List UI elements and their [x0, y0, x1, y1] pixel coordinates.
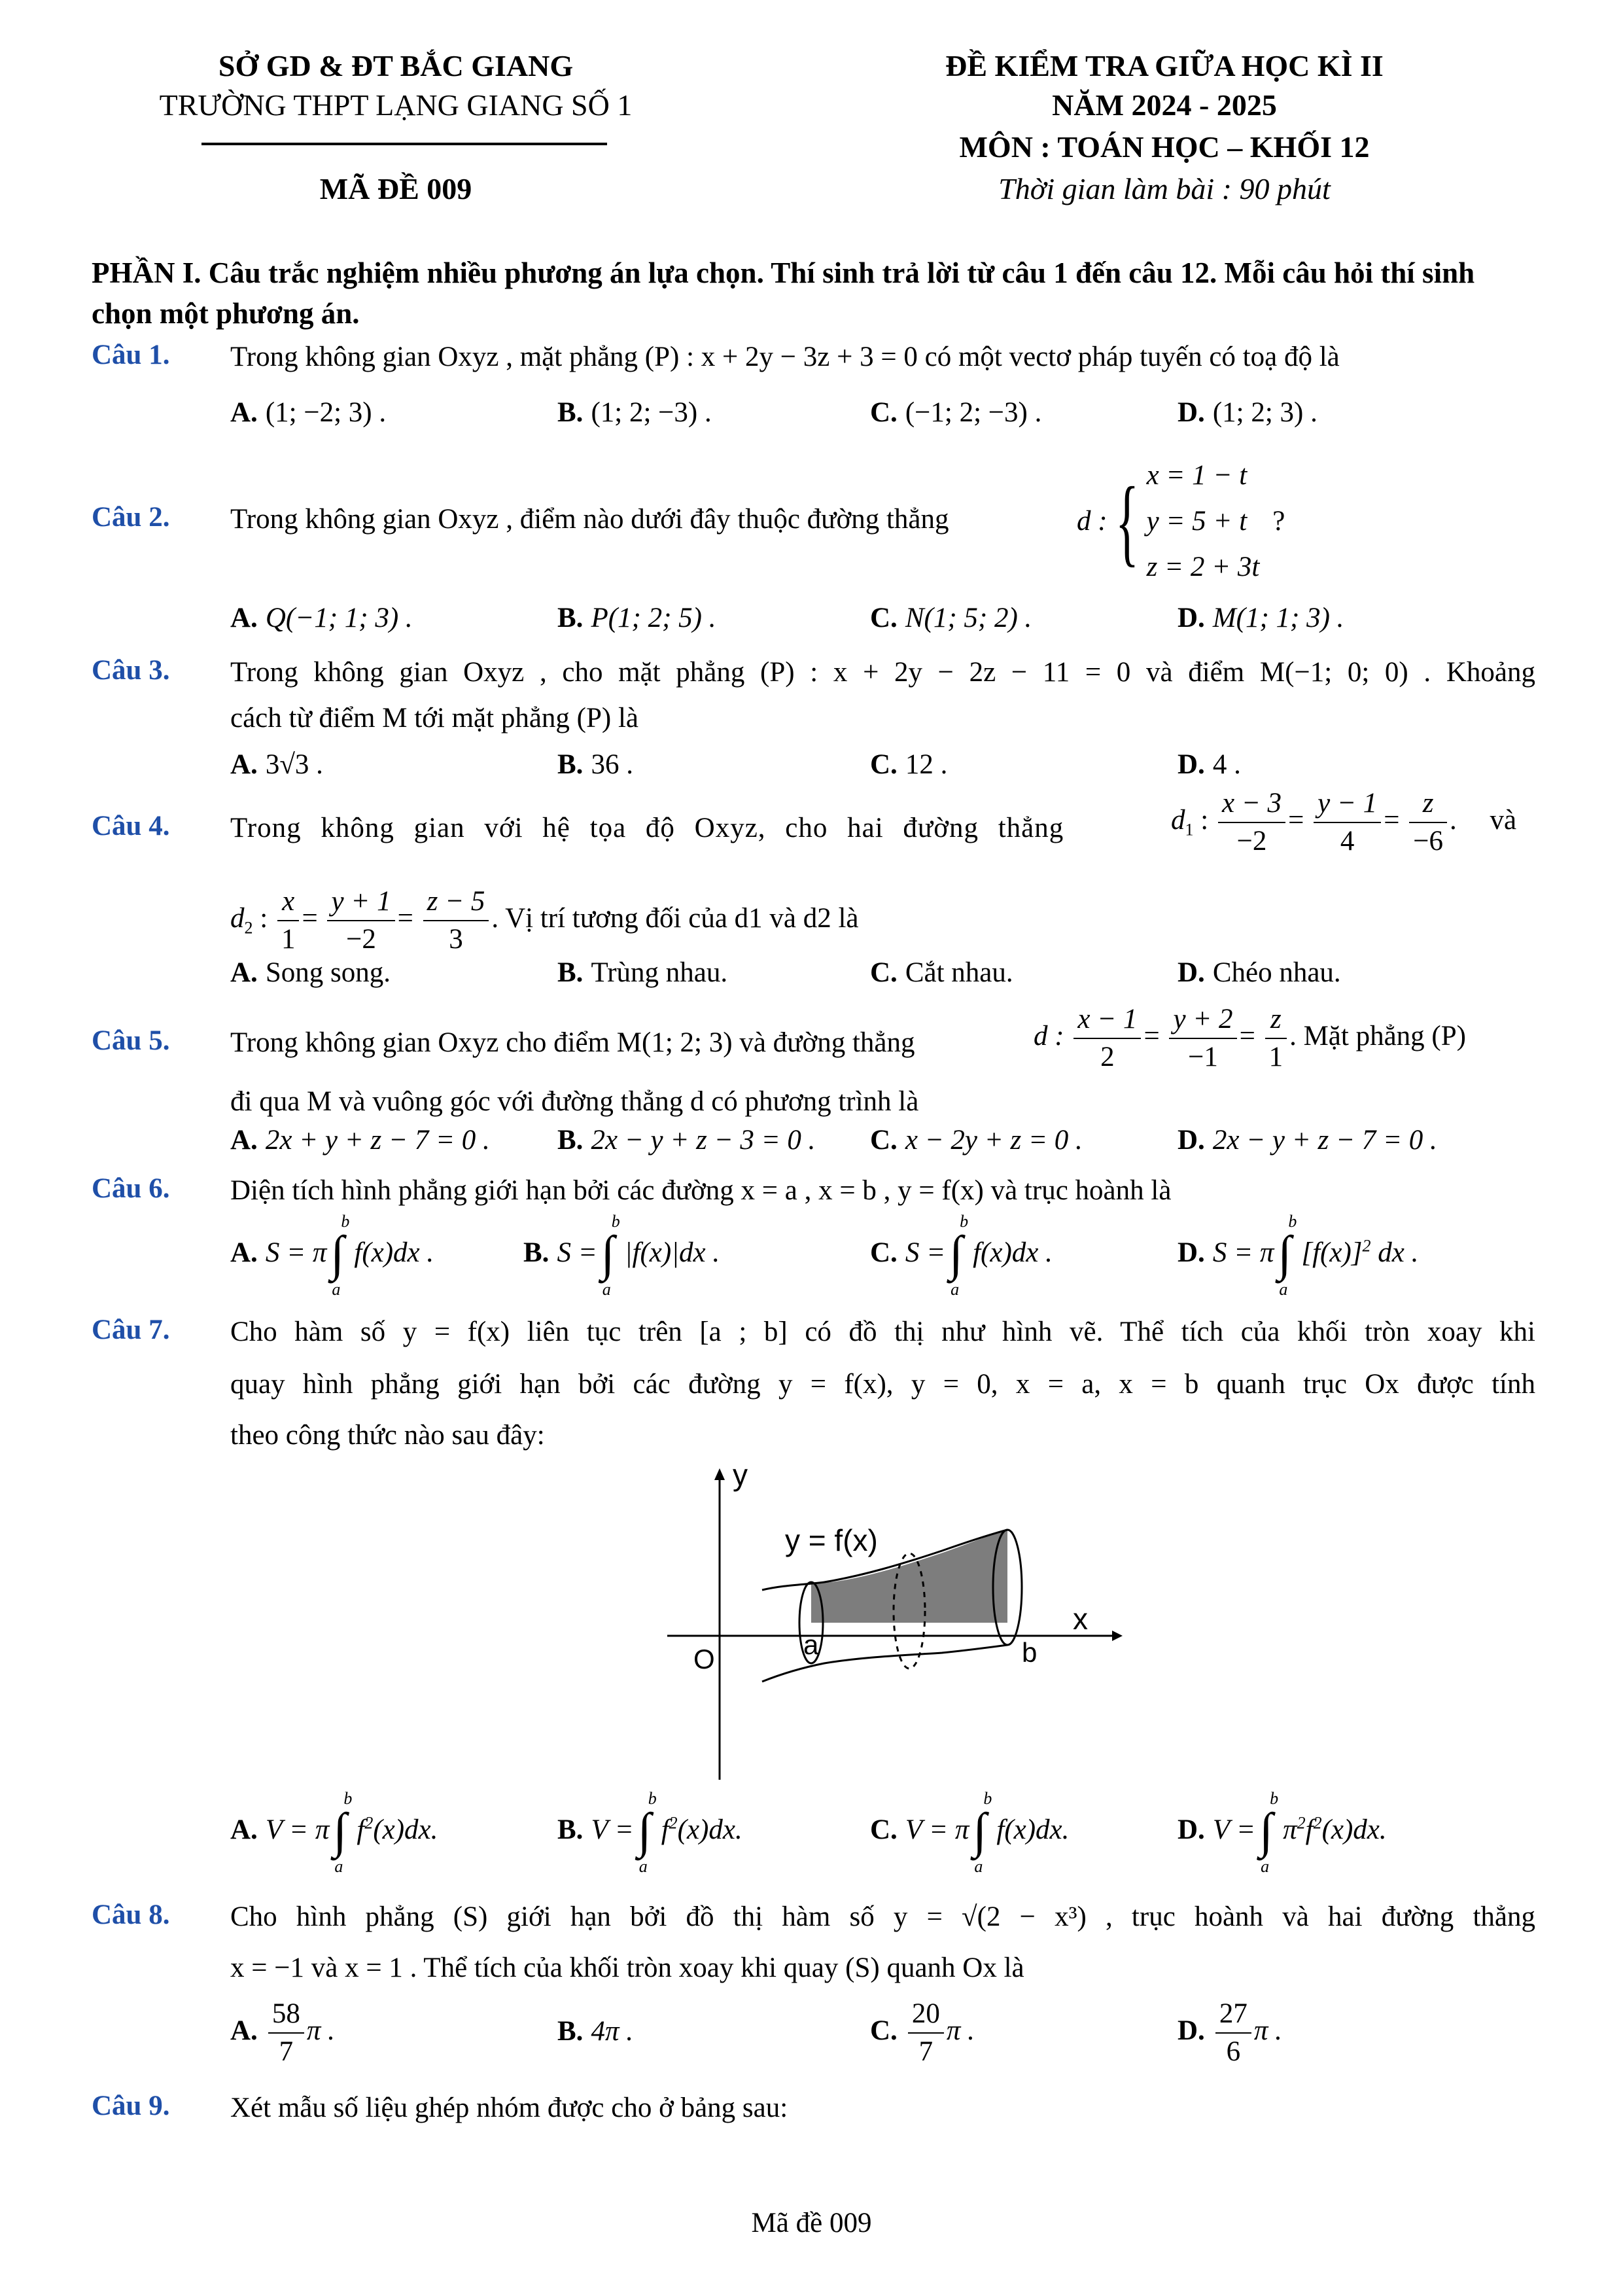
option-a[interactable]: A. Q(−1; 1; 3) .	[230, 603, 413, 633]
option-d[interactable]: D. V = b ∫ a $\pi^2f^2(x)dx$.	[1178, 1789, 1387, 1876]
question-text: Trong không gian Oxyz cho điểm M(1; 2; 3) và đường thẳng	[230, 1027, 915, 1058]
department-name: SỞ GD & ĐT BẮC GIANG	[218, 49, 574, 82]
question-label: Câu 1.	[92, 340, 170, 370]
line-d-system: d :{ x = 1 − t y = 5 + t z = 2 + 3t ?	[1077, 460, 1285, 582]
question-label: Câu 5.	[92, 1025, 170, 1056]
question-label: Câu 7.	[92, 1315, 170, 1345]
question-text-cont: đi qua M và vuông góc với đường thẳng d có phương trình là	[230, 1086, 919, 1117]
option-a[interactable]: A. 2x + y + z − 7 = 0 .	[230, 1125, 490, 1156]
option-b[interactable]: B. P(1; 2; 5) .	[557, 603, 716, 633]
option-d[interactable]: D. Chéo nhau.	[1178, 957, 1341, 988]
x-axis-arrow	[1112, 1631, 1123, 1641]
option-b[interactable]: B. 4π .	[557, 2016, 633, 2047]
option-d[interactable]: D. (1; 2; 3) .	[1178, 397, 1318, 428]
option-b[interactable]: B. 36 .	[557, 749, 633, 780]
option-d[interactable]: D. S = π b ∫ a $[f(x)]^2$ dx .	[1178, 1212, 1419, 1299]
line-d-equation: d : $\frac{x - 1}{2}$ = $\frac{y + 2}{-1}$ = $\frac{z}{1}$ . Mặt phẳng (P)	[1034, 1001, 1466, 1076]
line-d1-equation: $d_1$ : $\frac{x - 3}{-2}$ = $\frac{y - 1}{4}$ = $\frac{z}{-6}$ . và	[1171, 785, 1516, 860]
question-text: Trong không gian Oxyz , cho mặt phẳng (P) : x + 2y − 2z − 11 = 0 và điểm M(−1; 0; 0) . Khoảng	[230, 657, 1535, 688]
option-c[interactable]: C. (−1; 2; −3) .	[870, 397, 1042, 428]
question-text: Cho hàm số y = f(x) liên tục trên [a ; b] có đồ thị như hình vẽ. Thể tích của khối tròn xoay khi	[230, 1316, 1535, 1347]
time-limit: Thời gian làm bài : 90 phút	[998, 172, 1331, 205]
curve-lower	[762, 1645, 1007, 1682]
school-year: NĂM 2024 - 2025	[1052, 88, 1277, 122]
option-a[interactable]: A. V = π b ∫ a $f^2(x)dx$.	[230, 1789, 438, 1876]
school-name: TRƯỜNG THPT LẠNG GIANG SỐ 1	[159, 88, 633, 122]
question-label: Câu 3.	[92, 655, 170, 686]
option-c[interactable]: C. 12 .	[870, 749, 948, 780]
question-text: Trong không gian Oxyz , mặt phẳng (P) : x + 2y − 3z + 3 = 0 có một vectơ pháp tuyến có toạ độ là	[230, 342, 1340, 372]
question-text: Trong không gian Oxyz , điểm nào dưới đây thuộc đường thẳng	[230, 504, 949, 535]
header-divider	[201, 143, 607, 145]
option-b[interactable]: B. Trùng nhau.	[557, 957, 728, 988]
y-axis-arrow	[714, 1468, 725, 1480]
question-text: Trong không gian với hệ tọa độ Oxyz, cho hai đường thẳng	[230, 813, 1064, 843]
question-label: Câu 6.	[92, 1173, 170, 1204]
option-a[interactable]: A. 3√3 .	[230, 749, 323, 780]
question-text: Cho hình phẳng (S) giới hạn bởi đồ thị hàm số y = √(2 − x³) , trục hoành và hai đường thẳng	[230, 1901, 1535, 1932]
exam-code: MÃ ĐỀ 009	[319, 172, 472, 205]
option-d[interactable]: D. M(1; 1; 3) .	[1178, 603, 1344, 633]
option-a[interactable]: A. (1; −2; 3) .	[230, 397, 387, 428]
question-text: Diện tích hình phẳng giới hạn bởi các đường x = a , x = b , y = f(x) và trục hoành là	[230, 1175, 1172, 1206]
question-text: Xét mẫu số liệu ghép nhóm được cho ở bảng sau:	[230, 2093, 788, 2123]
option-c[interactable]: C. x − 2y + z = 0 .	[870, 1125, 1083, 1156]
question-text-cont: cách từ điểm M tới mặt phẳng (P) là	[230, 703, 639, 733]
option-a[interactable]: A. $\frac{58}{7}$ π .	[230, 1996, 335, 2070]
option-d[interactable]: D. $\frac{27}{6}$ π .	[1178, 1996, 1282, 2070]
option-c[interactable]: C. S = b ∫ a f(x)dx .	[870, 1212, 1053, 1299]
question-label: Câu 8.	[92, 1899, 170, 1930]
option-d[interactable]: D. 4 .	[1178, 749, 1241, 780]
question-label: Câu 2.	[92, 502, 170, 533]
question-text-cont: x = −1 và x = 1 . Thể tích của khối tròn xoay khi quay (S) quanh Ox là	[230, 1952, 1024, 1983]
option-b[interactable]: B. V = b ∫ a $f^2(x)dx$.	[557, 1789, 742, 1876]
option-c[interactable]: C. V = π b ∫ a f(x)dx.	[870, 1789, 1070, 1876]
subject: MÔN : TOÁN HỌC – KHỐI 12	[959, 130, 1370, 164]
option-d[interactable]: D. 2x − y + z − 7 = 0 .	[1178, 1125, 1437, 1156]
solid-of-revolution-figure	[654, 1459, 1138, 1786]
question-text-cont: quay hình phẳng giới hạn bởi các đường y = f(x), y = 0, x = a, x = b quanh trục Ox được tính	[230, 1369, 1535, 1400]
question-text-cont: theo công thức nào sau đây:	[230, 1420, 545, 1451]
option-b[interactable]: B. (1; 2; −3) .	[557, 397, 712, 428]
question-label: Câu 4.	[92, 811, 170, 841]
footer-code: Mã đề 009	[751, 2208, 872, 2238]
line-d2-equation: $d_2$ : $\frac{x}{1}$ = $\frac{y + 1}{-2}$ = $\frac{z - 5}{3}$ . Vị trí tương đối của d1 và d2 là	[230, 883, 859, 958]
option-b[interactable]: B. S = b ∫ a |f(x)|dx .	[523, 1212, 720, 1299]
x-axis-label: x	[1073, 1602, 1088, 1636]
curve-label: y = f(x)	[785, 1523, 878, 1557]
option-c[interactable]: C. $\frac{20}{7}$ π .	[870, 1996, 975, 2070]
a-label: a	[803, 1629, 819, 1660]
exam-title: ĐỀ KIỂM TRA GIỮA HỌC KÌ II	[945, 49, 1384, 82]
option-a[interactable]: A. Song song.	[230, 957, 391, 988]
option-a[interactable]: A. S = π b ∫ a f(x)dx .	[230, 1212, 434, 1299]
y-axis-label: y	[733, 1459, 748, 1492]
question-label: Câu 9.	[92, 2091, 170, 2121]
section-title: PHẦN I. Câu trắc nghiệm nhiều phương án lựa chọn. Thí sinh trả lời từ câu 1 đến câu 12. Mỗi câu hỏi thí sinh chọn một phương án.	[92, 256, 1475, 330]
option-c[interactable]: C. N(1; 5; 2) .	[870, 603, 1032, 633]
b-label: b	[1022, 1637, 1038, 1668]
option-b[interactable]: B. 2x − y + z − 3 = 0 .	[557, 1125, 816, 1156]
option-c[interactable]: C. Cắt nhau.	[870, 957, 1013, 988]
origin-label: O	[693, 1644, 715, 1674]
